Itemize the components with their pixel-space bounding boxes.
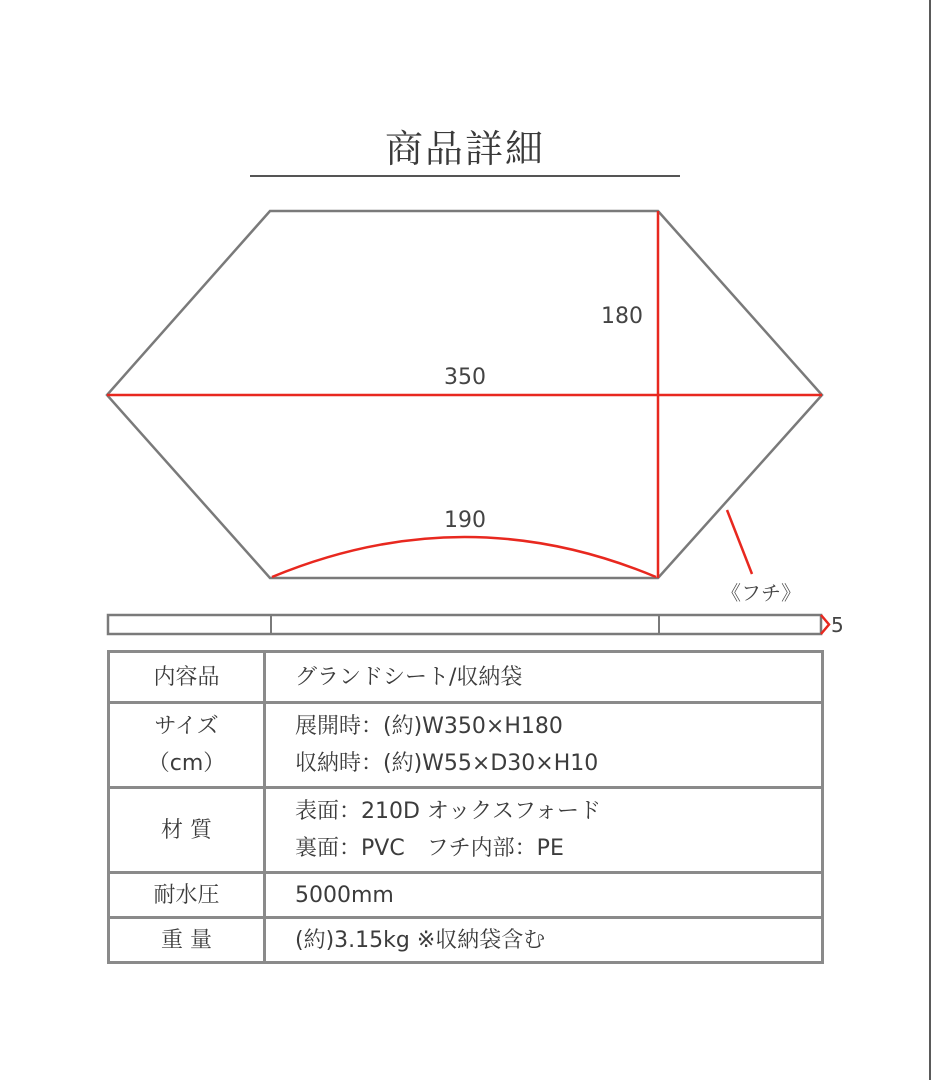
rim-pointer-line [727,510,752,574]
spec-label-line: サイズ [154,714,219,739]
spec-value [265,873,823,918]
spec-value-line: 裏面：PVC フチ内部：PE [295,836,564,861]
spec-table [107,650,824,964]
spec-value [265,652,823,703]
spec-label-line: （cm） [147,751,226,776]
spec-value [265,918,823,963]
spec-label-line: 内容品 [153,664,220,690]
spec-value-line: 5000mm [295,882,394,908]
width-label: 350 [444,365,486,390]
spec-value [265,788,823,873]
height-label: 180 [601,304,643,329]
rim-thickness-label: 5 [831,613,844,637]
spec-label [109,873,265,918]
spec-label-line: 耐水圧 [153,882,220,908]
spec-row-size [109,703,823,788]
bottom-edge-dimension-arc [272,537,656,577]
spec-label [109,788,265,873]
spec-row-contents [109,652,823,703]
spec-value-line: 展開時：(約)W350×H180 [295,714,563,739]
spec-value-line: 表面：210D オックスフォード [295,799,601,824]
page-title: 商品詳細 [384,127,545,171]
rim-cross-section [108,615,821,634]
spec-row-water-resistance [109,873,823,918]
spec-value-line: (約)3.15kg ※収納袋含む [295,927,546,953]
spec-value-line: 収納時：(約)W55×D30×H10 [295,751,599,776]
rim-label: 《フチ》 [721,581,801,605]
spec-label [109,703,265,788]
spec-row-weight [109,918,823,963]
spec-label-line: 材 質 [161,817,212,843]
spec-value-line: グランドシート/収納袋 [295,664,523,690]
spec-label [109,918,265,963]
spec-label-line: 重 量 [161,927,212,953]
spec-label [109,652,265,703]
spec-row-material [109,788,823,873]
bottom-edge-label: 190 [444,508,486,533]
spec-value [265,703,823,788]
